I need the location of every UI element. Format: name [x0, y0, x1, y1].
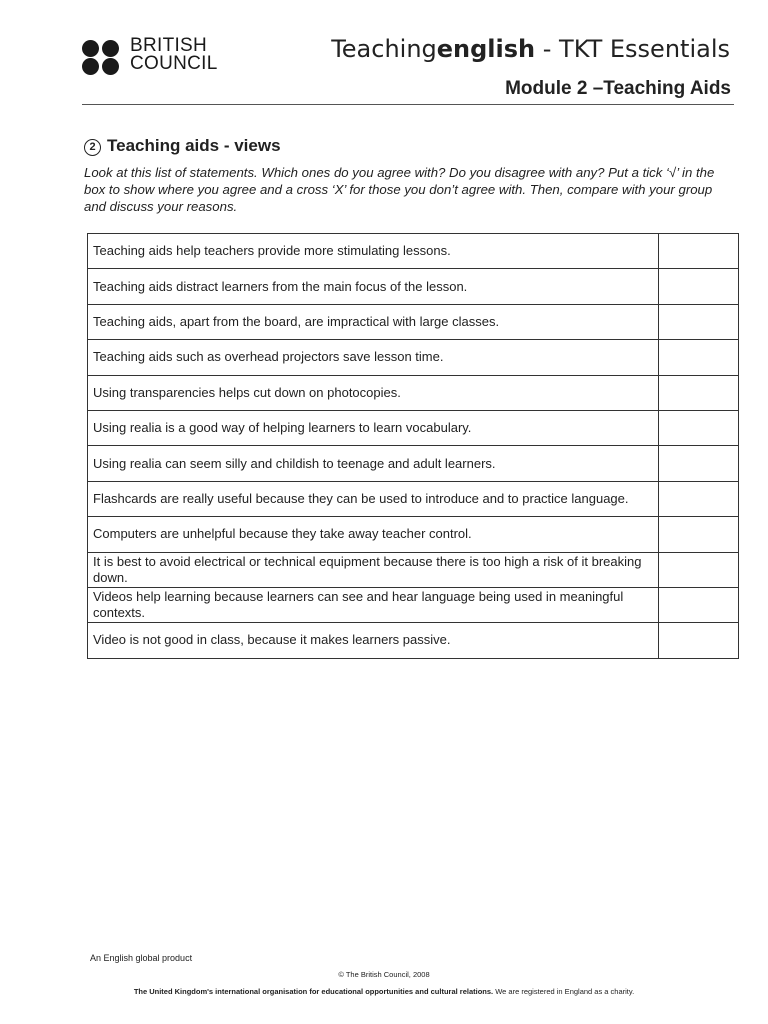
statement-row [88, 269, 739, 304]
statement-text: Video is not good in class, because it makes learners passive. [88, 623, 659, 658]
tick-box[interactable] [658, 587, 738, 622]
statement-row [88, 517, 739, 552]
statements-table [87, 233, 739, 659]
statement-text: Videos help learning because learners can see and hear language being used in meaningful contexts. [88, 587, 659, 622]
statement-row [88, 234, 739, 269]
logo-dot-icon [102, 40, 119, 57]
tick-box[interactable] [658, 481, 738, 516]
statement-row [88, 410, 739, 445]
statement-row [88, 340, 739, 375]
statement-text: Using realia is a good way of helping learners to learn vocabulary. [88, 410, 659, 445]
tick-box[interactable] [658, 375, 738, 410]
statement-text: Teaching aids, apart from the board, are impractical with large classes. [88, 304, 659, 339]
tick-box[interactable] [658, 340, 738, 375]
logo-dot-icon [82, 58, 99, 75]
tick-box[interactable] [658, 552, 738, 587]
tick-box[interactable] [658, 446, 738, 481]
statement-row [88, 587, 739, 622]
module-title: Module 2 –Teaching Aids [505, 78, 731, 99]
header-divider [82, 104, 734, 105]
section-heading [84, 136, 281, 156]
footer-copyright: © The British Council, 2008 [338, 970, 430, 979]
brand-tkt: - TKT Essentials [535, 35, 730, 63]
tick-box[interactable] [658, 234, 738, 269]
section-title: Teaching aids - views [107, 136, 281, 155]
statement-text: It is best to avoid electrical or technical equipment because there is too high a risk of it breaking down. [88, 552, 659, 587]
tick-box[interactable] [658, 623, 738, 658]
statement-row [88, 446, 739, 481]
footer-tagline-bold: The United Kingdom's international organisation for educational opportunities and cultural relations. [133, 987, 494, 996]
logo-text [130, 37, 218, 73]
statement-row [88, 375, 739, 410]
statement-text: Computers are unhelpful because they take away teacher control. [88, 517, 659, 552]
tick-box[interactable] [658, 304, 738, 339]
tick-box[interactable] [658, 410, 738, 445]
footer-tagline [0, 987, 768, 996]
statement-row [88, 304, 739, 339]
statement-row [88, 623, 739, 658]
statement-text: Teaching aids help teachers provide more stimulating lessons. [88, 234, 659, 269]
footer-tagline-rest: We are registered in England as a charity. [493, 987, 635, 996]
brand-title [331, 35, 730, 63]
logo-dot-icon [102, 58, 119, 75]
footer-product: An English global product [90, 953, 193, 963]
tick-box[interactable] [658, 517, 738, 552]
logo-dot-icon [82, 40, 99, 57]
statement-text: Teaching aids distract learners from the main focus of the lesson. [88, 269, 659, 304]
statement-row [88, 552, 739, 587]
logo-line-2: COUNCIL [130, 53, 218, 74]
statement-row [88, 481, 739, 516]
instructions: Look at this list of statements. Which ones do you agree with? Do you disagree with any? Put a tick ‘√’ in the box to show where you agree and a cross ‘X’ for those you don’t agree with. Then, compare with your group and discuss your reasons. [84, 165, 715, 214]
statement-text: Flashcards are really useful because they can be used to introduce and to practice language. [88, 481, 659, 516]
section-number-badge: 2 [84, 139, 101, 156]
statement-text: Using transparencies helps cut down on photocopies. [88, 375, 659, 410]
brand-english: english [436, 35, 536, 63]
tick-box[interactable] [658, 269, 738, 304]
statement-text: Teaching aids such as overhead projectors save lesson time. [88, 340, 659, 375]
logo-line-1: BRITISH [130, 35, 208, 56]
statement-text: Using realia can seem silly and childish to teenage and adult learners. [88, 446, 659, 481]
brand-teaching: Teaching [331, 35, 437, 63]
